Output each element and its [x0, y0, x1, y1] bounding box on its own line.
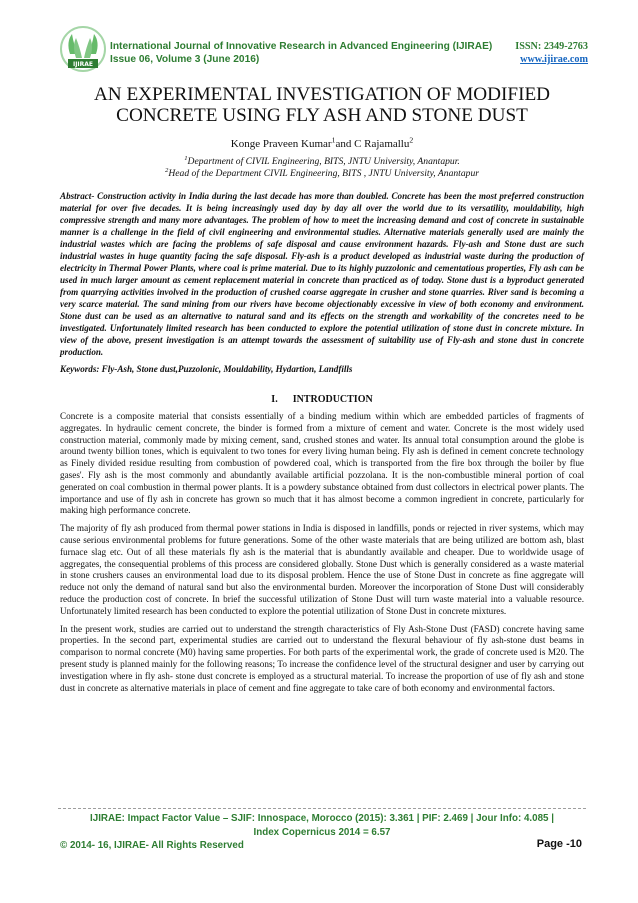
- journal-logo: [58, 24, 108, 74]
- keywords: Keywords: Fly-Ash, Stone dust,Puzzolonic, Mouldability, Hydartion, Landfills: [60, 364, 353, 374]
- footer-impact-line2: Index Copernicus 2014 = 6.57: [253, 827, 391, 838]
- journal-issue: Issue 06, Volume 3 (June 2016): [110, 54, 260, 65]
- affiliation-1: $^1$Department of CIVIL Engineering, BITS, JNTU University, Anantapur.: [184, 154, 460, 167]
- paper-title-line2: CONCRETE USING FLY ASH AND STONE DUST: [116, 105, 528, 126]
- intro-paragraph-2: The majority of fly ash produced from thermal power stations in India is disposed in landfills, ponds or rejected in river systems, which may cause serious environmental problems for future generations. Some of the other waste materials that are being utilized are bottom ash, blast furnace slag etc. Out of all these materials fly ash is the material that is abundantly available and cheaper. Due to worldwide usage of aggregates, the consequential problems of this process are considered globally. Stone Dust which is generally considered as a waste material in stone crushers causes an environmental load due to its disposal problem. Hence the use of Stone Dust in concrete as fine aggregate will reduce not only the demand of natural sand but also the environmental burden. Moreover the incorporation of Stone Dust will considerably reduce the production cost of concrete. In brief the successful utilization of Stone Dust will turn waste material into a valuable resource. Unfortunately limited research has been conducted to explore the potential utilization of Stone Dust in concrete mixtures.: [60, 523, 584, 616]
- author1: Konge Praveen Kumar: [230, 138, 332, 150]
- website-link[interactable]: www.ijirae.com: [520, 54, 588, 65]
- journal-meta: [515, 40, 588, 66]
- authors: [60, 135, 584, 150]
- paper-content: [60, 84, 584, 694]
- author2-sup: 2: [409, 135, 414, 145]
- affiliations: [60, 156, 584, 180]
- footer-impact: [58, 812, 586, 840]
- paper-title: [60, 84, 584, 126]
- author-and: and C Rajamallu: [335, 138, 410, 150]
- journal-title: International Journal of Innovative Research in Advanced Engineering (IJIRAE): [110, 41, 493, 52]
- footer-impact-line1: IJIRAE: Impact Factor Value – SJIF: Innospace, Morocco (2015): 3.361 | PIF: 2.469 | Jour Info: 4.085 |: [90, 813, 554, 824]
- intro-paragraph-3: In the present work, studies are carried out to understand the strength characteristics of Fly Ash-Stone Dust (FASD) concrete having same properties. In the second part, experimental studies are carried out to understand the flexural behaviour of fly ash-stone dust beams in comparison to normal concrete (M0) having same properties. For both parts of the experimental work, the grade of concrete used is M20. The present study is planned mainly for the following reasons; To increase the confidence level of the structural designer and user by carrying out investigation where in fly ash- stone dust concrete is employed as a structural material. To increase the proportion of use of fly ash and stone dust in concrete as alternative materials in place of cement and fine aggregate to take care of both economy and environmental factors.: [60, 623, 584, 693]
- abstract: Abstract- Construction activity in India during the last decade has more than doubled. Concrete has been the most preferred construction material for over five decades. It is being increasingly used day by day all over the world due to its versatility, mouldability, high compressive strength and many more advantages. The problem of how to meet the increasing demand and cost of concrete in sustainable manner is a challenge in the field of civil engineering and environmental studies. Alternative materials generally used are mainly the industrial wastes which are facing the problems of safe disposal and cause environment hazards. Fly-ash and Stone dust are such industrial wastes in huge quantity facing the safe disposal. Fly-ash is a product developed as industrial waste during the production of electricity in Thermal Power Plants, where coal is prime material. Due to its highly puzzolonic and cementatious properties, Fly ash can be used in much larger amount as cement replacement material in concrete than practiced as of today. Stone dust is a byproduct generated from quarrying activities involved in the production of crushed coarse aggregate in crusher and stone quarries. River sand is becoming a very scarce material. The sand mining from our rivers have become objectionably excessive in view of both economy and environment. Stone dust can be used as an alternative to natural sand and its effects on the strength and workability of the concretes need to be investigated. Unfortunately limited research has been conducted to explore the potential utilization of stone dust in concrete mixture. In view of the above, present investigation is an attempt towards the assessment of suitability use of Fly-ash and stone dust in concrete production.: [60, 191, 584, 357]
- issn: ISSN: 2349-2763: [515, 41, 588, 52]
- author1-sup: 1: [331, 135, 336, 145]
- copyright: © 2014- 16, IJIRAE- All Rights Reserved: [60, 840, 244, 851]
- logo-text: IJIRAE: [72, 61, 94, 68]
- page-number: Page -10: [536, 838, 582, 850]
- journal-name: [110, 40, 492, 66]
- affiliation-2: $^2$Head of the Department CIVIL Engineering, BITS , JNTU University, Anantapur: [165, 166, 479, 179]
- intro-paragraph-1: Concrete is a composite material that consists essentially of a binding medium within which are embedded particles of fragments of aggregates. In hydraulic cement concrete, the binder is formed from a mixture of cement and water. Concrete is the most widely used construction material, commonly made by mixing cement, sand, crushed stones and water. Its annual total consumption around the globe is around twenty billion tones, which is equivalent to two tones for every living human being. Fly ash is defined in cement concrete technology as Finely divided residue resulting from combustion of powdered coal, which is transported from the fire box through the boiler by flue gases'. Fly ash is the most commonly and abundantly available artificial pozzolana. It is the non-combustible mineral portion of coal generated on coal combustion in thermal power plants. It is a powdery substance obtained from dust collectors in electrical power plants. The importance and use of fly ash in concrete has grown so much that it has almost become a common ingredient in concrete, particularly for making high performance concrete.: [60, 411, 584, 516]
- paper-title-line1: AN EXPERIMENTAL INVESTIGATION OF MODIFIED: [93, 84, 551, 105]
- journal-header: [58, 24, 588, 76]
- section-heading-introduction: I. INTRODUCTION: [271, 394, 373, 405]
- footer-divider: [58, 808, 586, 809]
